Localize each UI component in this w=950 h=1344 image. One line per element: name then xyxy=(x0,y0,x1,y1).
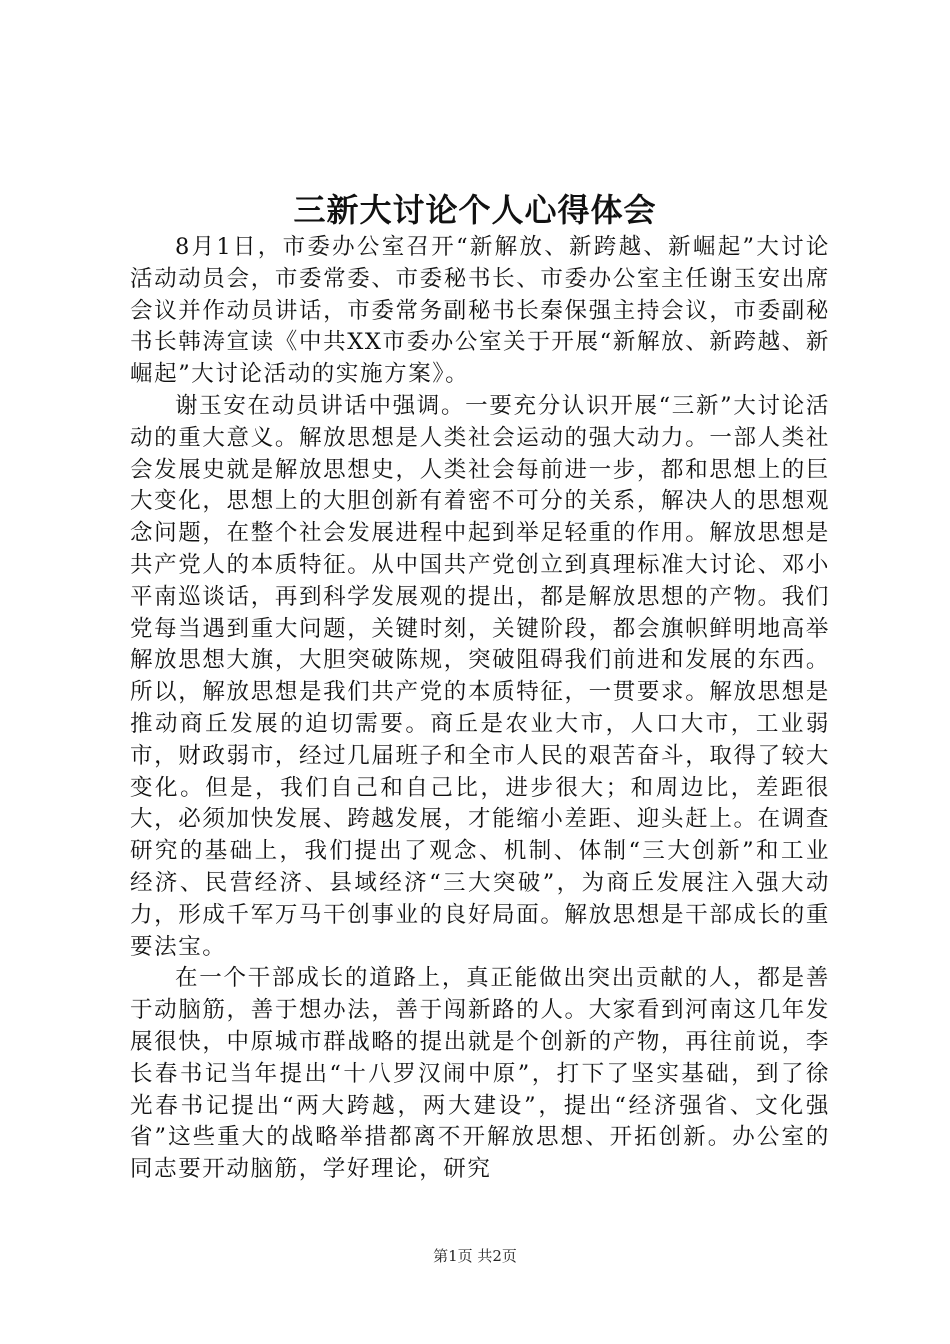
paragraph-2: 谢玉安在动员讲话中强调。一要充分认识开展“三新”大讨论活动的重大意义。解放思想是人类社会运动的强大动力。一部人类社会发展史就是解放思想史，人类社会每前进一步，都和思想上的巨大变化，思想上的大胆创新有着密不可分的关系，解决人的思想观念问题，在整个社会发展进程中起到举足轻重的作用。解放思想是共产党人的本质特征。从中国共产党创立到真理标准大讨论、邓小平南巡谈话，再到科学发展观的提出，都是解放思想的产物。我们党每当遇到重大问题，关键时刻，关键阶段，都会旗帜鲜明地高举解放思想大旗，大胆突破陈规，突破阻碍我们前进和发展的东西。所以，解放思想是我们共产党的本质特征，一贯要求。解放思想是推动商丘发展的迫切需要。商丘是农业大市，人口大市，工业弱市，财政弱市，经过几届班子和全市人民的艰苦奋斗，取得了较大变化。但是，我们自己和自己比，进步很大；和周边比，差距很大，必须加快发展、跨越发展，才能缩小差距、迎头赶上。在调查研究的基础上，我们提出了观念、机制、体制“三大创新”和工业经济、民营经济、县域经济“三大突破”，为商丘发展注入强大动力，形成千军万马干创事业的良好局面。解放思想是干部成长的重要法宝。 xyxy=(130,392,830,960)
paragraph-1: 8月1日，市委办公室召开“新解放、新跨越、新崛起”大讨论活动动员会，市委常委、市委秘书长、市委办公室主任谢玉安出席会议并作动员讲话，市委常务副秘书长秦保强主持会议，市委副秘书长韩涛宣读《中共XX市委办公室关于开展“新解放、新跨越、新崛起”大讨论活动的实施方案》。 xyxy=(130,234,830,388)
document-body xyxy=(130,232,830,1186)
document-title: 三新大讨论个人心得体会 xyxy=(293,191,657,229)
paragraph-3: 在一个干部成长的道路上，真正能做出突出贡献的人，都是善于动脑筋，善于想办法，善于闯新路的人。大家看到河南这几年发展很快，中原城市群战略的提出就是个创新的产物，再往前说，李长春书记当年提出“十八罗汉闹中原”，打下了坚实基础，到了徐光春书记提出“两大跨越，两大建设”，提出“经济强省、文化强省”这些重大的战略举措都离不开解放思想、开拓创新。办公室的同志要开动脑筋，学好理论，研究 xyxy=(130,965,830,1183)
page-number-footer: 第1页 共2页 xyxy=(433,1247,517,1265)
